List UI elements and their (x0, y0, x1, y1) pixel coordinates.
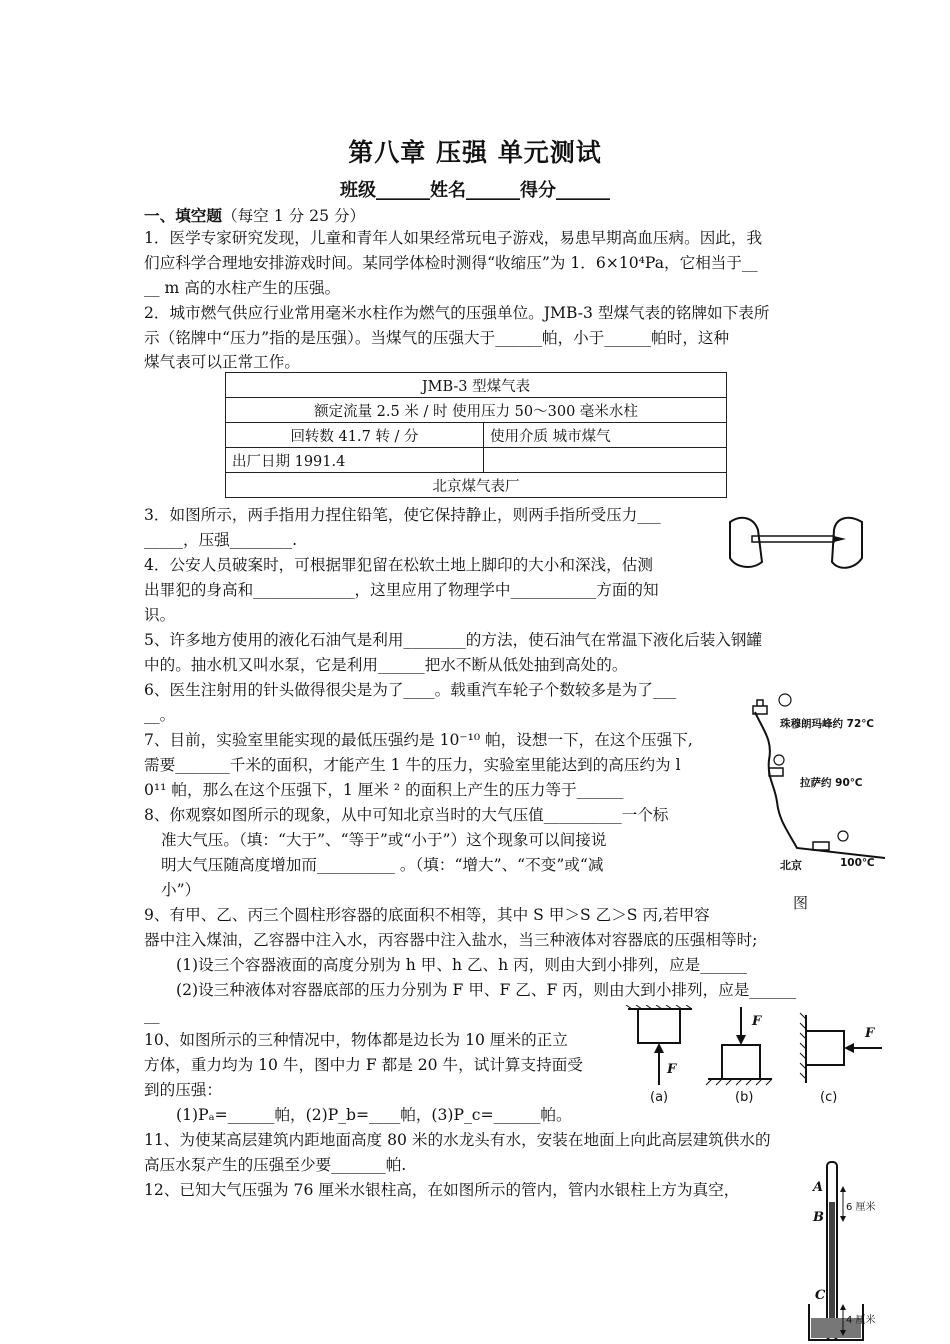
tube-length-upper: 6 厘米 (846, 1202, 876, 1213)
table-cell: 北京煤气表厂 (226, 473, 727, 498)
q9-line: (2)设三种液体对容器底部的压力分别为 F 甲、F 乙、F 丙，则由大到小排列，应是______ (176, 981, 797, 999)
page-title: 第八章 压强 单元测试 (348, 138, 602, 167)
q5-line: 5、许多地方使用的液化石油气是利用________的方法，使石油气在常温下液化后装入钢罐 (144, 631, 763, 649)
q4-line: 出罪犯的身高和_____________，这里应用了物理学中___________方面的知 (144, 581, 659, 599)
tube-length-lower: 4 厘米 (846, 1315, 876, 1326)
q7-line: 0¹¹ 帕，那么在这个压强下，1 厘米 ² 的面积上产生的压力等于______ (144, 781, 624, 799)
q9-line: __ (144, 1006, 160, 1024)
q5-line: 中的。抽水机又叫水泵，它是利用______把水不断从低处抽到高处的。 (144, 656, 628, 674)
q8-line: 小”） (161, 881, 201, 899)
q1-line: 1．医学专家研究发现，儿童和青年人如果经常玩电子游戏，易患早期高血压病。因此，我 (144, 229, 763, 247)
section-note: （每空 1 分 25 分） (221, 207, 366, 225)
q9-line: 9、有甲、乙、丙三个圆柱形容器的底面积不相等，其中 S 甲＞S 乙＞S 丙,若甲容 (144, 906, 710, 924)
q12-line: 12、已知大气压强为 76 厘米水银柱高，在如图所示的管内，管内水银柱上方为真空， (144, 1181, 740, 1199)
tube-label-c: C (815, 1288, 826, 1303)
q1-line: 们应科学合理地安排游戏时间。某同学体检时测得“收缩压”为 1．6×10⁴Pa，它相当于__ (144, 254, 758, 272)
student-info-line: 班级______姓名______得分______ (340, 180, 610, 201)
table-cell: 出厂日期 1991.4 (226, 448, 484, 473)
label-beijing: 北京 (780, 859, 802, 872)
table-cell: 额定流量 2.5 米 / 时 使用压力 50～300 毫米水柱 (226, 398, 727, 423)
tube-label-a: A (813, 1180, 824, 1195)
table-cell (484, 448, 727, 473)
table-cell: JMB-3 型煤气表 (226, 373, 727, 398)
label-everest: 珠穆朗玛峰约 72℃ (780, 718, 874, 730)
caption-a: (a) (650, 1090, 669, 1105)
q3-line: 3．如图所示，两手指用力捏住铅笔，使它保持静止，则两手指所受压力___ (144, 506, 661, 524)
caption-b: (b) (735, 1090, 754, 1105)
q4-line: 4．公安人员破案时，可根据罪犯留在松软土地上脚印的大小和深浅，估测 (144, 556, 653, 574)
q11-line: 高压水泵产生的压强至少要_______帕. (144, 1156, 407, 1174)
pencil-fingers-figure (722, 510, 870, 580)
label-lhasa: 拉萨约 90℃ (800, 777, 863, 789)
q2-line: 示（铭牌中“压力”指的是压强）。当煤气的压强大于______帕，小于______帕时，这种 (144, 329, 730, 347)
q6-line: 6、医生注射用的针头做得很尖是为了____。载重汽车轮子个数较多是为了___ (144, 681, 677, 699)
caption-c: (c) (820, 1090, 838, 1105)
q7-line: 需要_______千米的面积，才能产生 1 牛的压力，实验室里能达到的高压约为 l (144, 756, 681, 774)
q11-line: 11、为使某高层建筑内距地面高度 80 米的水龙头有水，安装在地面上向此高层建筑供水的 (144, 1131, 771, 1149)
q2-line: 煤气表可以正常工作。 (144, 353, 300, 371)
q6-line: __。 (144, 706, 176, 724)
q8-line: 明大气压随高度增加而__________ 。（填：“增大”、“不变”或“减 (161, 856, 604, 874)
q9-line: (1)设三个容器液面的高度分别为 h 甲、h 乙、h 丙，则由大到小排列，应是______ (176, 956, 748, 974)
q2-line: 2．城市燃气供应行业常用毫米水柱作为燃气的压强单位。JMB-3 型煤气表的铭牌如下表所 (144, 304, 770, 322)
q10-line: 10、如图所示的三种情况中，物体都是边长为 10 厘米的正立 (144, 1031, 568, 1049)
q8-line: 8、你观察如图所示的现象，从中可知北京当时的大气压值__________一个标 (144, 806, 669, 824)
force-label-b: F (752, 1014, 762, 1029)
section-title: 一、填空题 (144, 206, 222, 225)
figure-caption: 图 (793, 894, 809, 912)
force-label-c: F (865, 1026, 875, 1041)
q1-line: __ m 高的水柱产生的压强。 (144, 279, 341, 297)
q9-line: 器中注入煤油，乙容器中注入水，丙容器中注入盐水，当三种液体对容器底的压强相等时; (144, 931, 758, 949)
label-beijing-temp: 100℃ (840, 857, 875, 869)
q4-line: 识。 (144, 606, 176, 624)
q10-line: (1)Pₐ=______帕，(2)P_b=____帕，(3)P_c=______帕。 (176, 1106, 572, 1124)
q10-line: 到的压强： (144, 1081, 222, 1099)
q8-line: 准大气压。（填：“大于”、“等于”或“小于”）这个现象可以间接说 (161, 831, 607, 849)
force-label-a: F (667, 1062, 677, 1077)
table-cell: 回转数 41.7 转 / 分 (226, 423, 484, 448)
tube-label-b: B (813, 1210, 824, 1225)
gas-meter-nameplate-table (225, 372, 727, 498)
q7-line: 7、目前，实验室里能实现的最低压强约是 10⁻¹⁰ 帕，设想一下，在这个压强下, (144, 731, 693, 749)
table-cell: 使用介质 城市煤气 (484, 423, 727, 448)
q3-line: _____，压强________. (144, 531, 298, 549)
q10-line: 方体，重力均为 10 牛，图中力 F 都是 20 牛，试计算支持面受 (144, 1056, 583, 1074)
